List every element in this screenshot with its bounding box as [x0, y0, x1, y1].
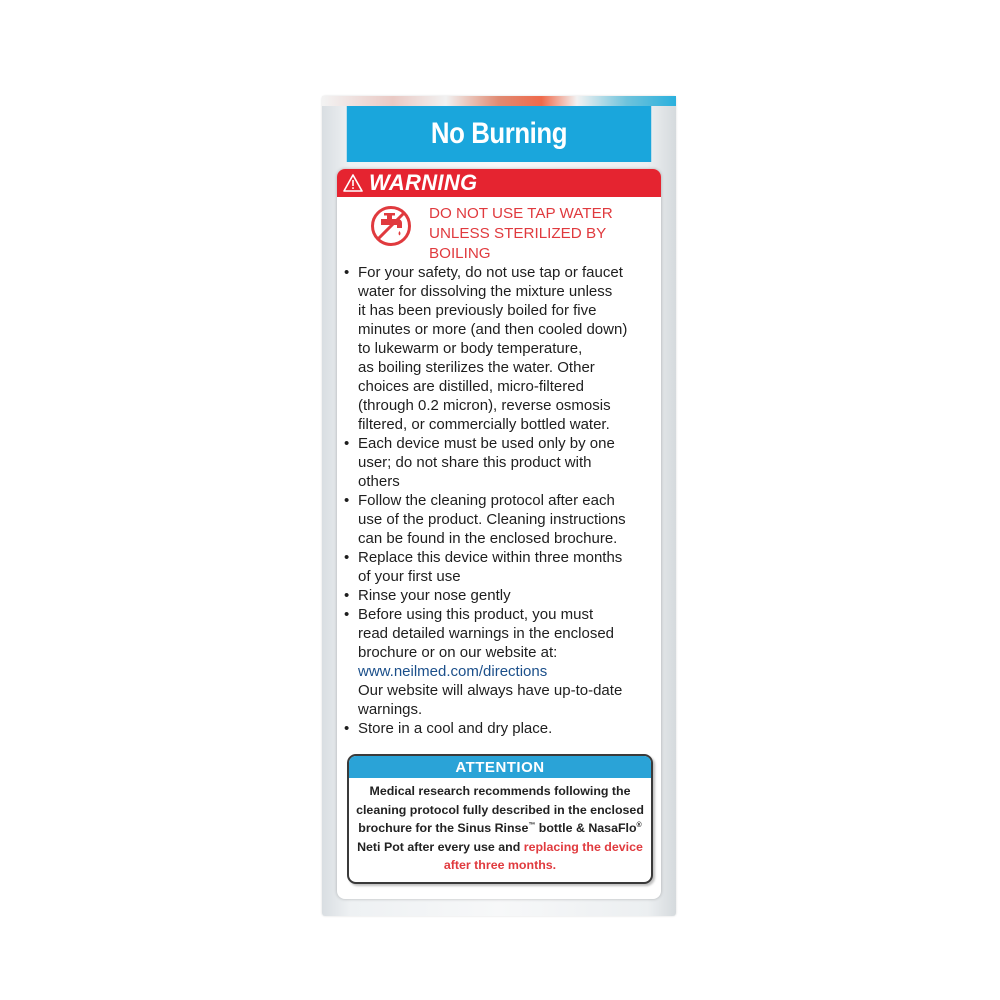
attention-text-part: bottle & NasaFlo: [535, 821, 637, 835]
tap-water-line: UNLESS STERILIZED BY: [429, 225, 607, 242]
bullet-line: as boiling sterilizes the water. Other: [358, 359, 595, 376]
bullet-safety-water: [343, 263, 657, 434]
bullet-line: minutes or more (and then cooled down): [358, 321, 628, 338]
bullet-line: to lukewarm or body temperature,: [358, 340, 583, 357]
bullet-line: brochure or on our website at:: [358, 644, 558, 661]
bullet-line: water for dissolving the mixture unless: [358, 283, 613, 300]
bullet-line: read detailed warnings in the enclosed: [358, 625, 615, 642]
registered-symbol: ®: [636, 821, 642, 829]
header-banner: [347, 106, 651, 162]
no-tap-water-icon: [370, 205, 412, 247]
bullet-cleaning-protocol: [343, 491, 657, 548]
tap-water-text: [429, 204, 659, 264]
bullet-line: use of the product. Cleaning instructions: [358, 511, 626, 528]
bullet-line: Our website will always have up-to-date: [358, 682, 623, 699]
warning-triangle-icon: [343, 173, 363, 193]
website-link[interactable]: www.neilmed.com/directions: [358, 663, 548, 680]
bullet-line: user; do not share this product with: [358, 454, 592, 471]
bullet-rinse-gently: [343, 586, 657, 605]
bullet-line: warnings.: [358, 701, 423, 718]
attention-text: [349, 778, 651, 875]
top-color-strip: [322, 96, 676, 106]
tap-water-line: BOILING: [429, 245, 491, 262]
attention-red-text: after three months.: [443, 858, 557, 872]
bullet-line: it has been previously boiled for five: [358, 302, 597, 319]
bullet-line: can be found in the enclosed brochure.: [358, 530, 618, 547]
warning-title: WARNING: [369, 170, 478, 195]
bullet-storage: [343, 719, 657, 738]
attention-title: ATTENTION: [349, 756, 651, 778]
trademark-symbol: ™: [528, 821, 536, 829]
warning-bullet-list: [343, 263, 657, 738]
attention-line: Medical research recommends following the: [369, 784, 631, 798]
attention-box: [347, 754, 653, 884]
warning-bar: [337, 169, 661, 197]
tap-water-warning: [337, 201, 661, 263]
warning-card: [337, 169, 661, 899]
bullet-line: • Before using this product, you must: [358, 606, 594, 623]
attention-line: [349, 838, 651, 857]
bullet-line: (through 0.2 micron), reverse osmosis: [358, 397, 611, 414]
attention-text-part: Neti Pot after every use and: [357, 839, 524, 854]
bullet-line: filtered, or commercially bottled water.: [358, 416, 610, 433]
attention-line: [349, 819, 651, 838]
attention-red-text: replacing the device: [523, 839, 643, 854]
bullet-read-warnings: [343, 605, 657, 719]
bullet-line: • Rinse your nose gently: [358, 587, 511, 604]
header-title: No Burning: [430, 117, 568, 150]
bullet-line: • Follow the cleaning protocol after each: [358, 492, 615, 509]
tap-water-line: DO NOT USE TAP WATER: [429, 205, 613, 222]
bullet-line: • Store in a cool and dry place.: [358, 720, 553, 737]
bullet-one-user: [343, 434, 657, 491]
bullet-line: choices are distilled, micro-filtered: [358, 378, 584, 395]
product-box-panel: [322, 96, 676, 916]
bullet-line: of your first use: [358, 568, 461, 585]
bullet-line: • Each device must be used only by one: [358, 435, 615, 452]
attention-line: cleaning protocol fully described in the enclosed: [356, 802, 644, 817]
bullet-line: • Replace this device within three months: [358, 549, 623, 566]
bullet-line: others: [358, 473, 400, 490]
bullet-line: • For your safety, do not use tap or faucet: [358, 264, 623, 281]
attention-text-part: brochure for the Sinus Rinse: [358, 821, 529, 835]
bullet-replace-device: [343, 548, 657, 586]
